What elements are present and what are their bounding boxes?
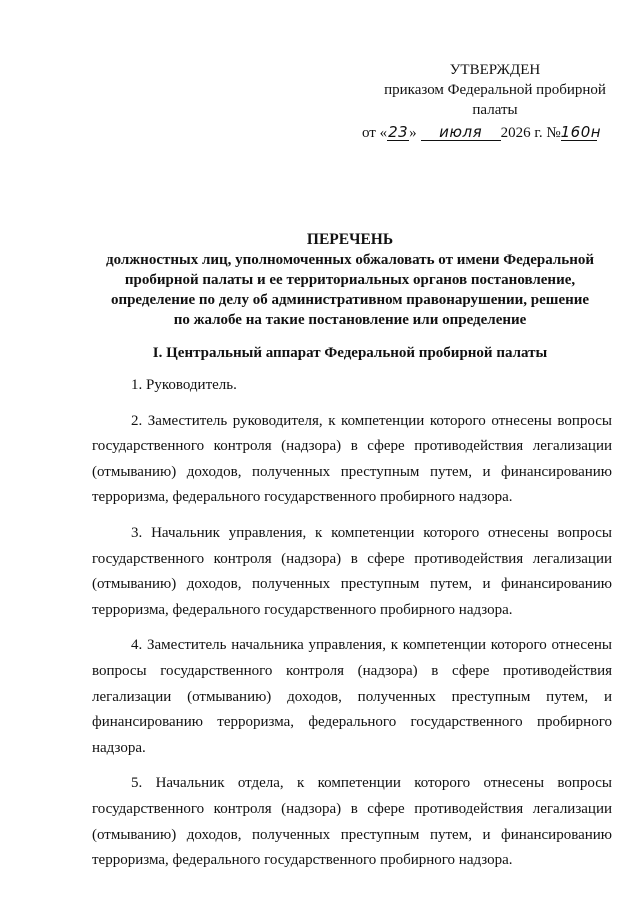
approval-order-line-2: палаты	[472, 102, 518, 118]
list-item: 1. Руководитель.	[131, 377, 237, 393]
approval-block	[360, 60, 630, 143]
approval-heading: УТВЕРЖДЕН	[449, 62, 541, 78]
approval-date-line	[360, 123, 630, 143]
document-title	[80, 230, 620, 330]
list-item: 3. Начальник управления, к компетенции которого отнесены вопросы государственного контроля (надзора) в сфере противодействия легализации (отмыванию) доходов, полученных преступным путем, и финансированию терроризма, федерального государственного пробирного надзора.	[92, 524, 612, 618]
approval-order-line: приказом Федеральной пробирной	[384, 82, 606, 98]
title-line: пробирной палаты и ее территориальных органов постановление,	[124, 272, 576, 288]
list-body	[92, 373, 612, 884]
list-item: 2. Заместитель руководителя, к компетенции которого отнесены вопросы государственного контроля (надзора) в сфере противодействия легализации (отмыванию) доходов, полученных преступным путем, и финансированию терроризма, федерального государственного пробирного надзора.	[92, 412, 612, 506]
list-item: 4. Заместитель начальника управления, к компетенции которого отнесены вопросы государственного контроля (надзора) в сфере противодействия легализации (отмыванию) доходов, полученных преступным путем, и финансированию терроризма, федерального государственного пробирного надзора.	[92, 637, 612, 756]
title-line: определение по делу об административном правонарушении, решение	[110, 292, 590, 308]
document-number-handwritten: 160н	[560, 123, 602, 141]
date-month-handwritten: июля	[421, 124, 501, 141]
title-line: должностных лиц, уполномоченных обжаловать от имени Федеральной	[106, 252, 594, 268]
date-prefix: от «	[362, 125, 388, 141]
title-main: ПЕРЕЧЕНЬ	[306, 231, 394, 248]
date-day-handwritten: 23	[388, 123, 409, 141]
list-item: 5. Начальник отдела, к компетенции которого отнесены вопросы государственного контроля (надзора) в сфере противодействия легализации (отмыванию) доходов, полученных преступным путем, и финансированию терроризма, федерального государственного пробирного надзора.	[92, 775, 612, 869]
title-line: по жалобе на такие постановление или определение	[173, 312, 527, 328]
date-year-suffix: 2026 г. №	[500, 125, 561, 141]
date-quote-close: »	[409, 125, 417, 141]
section-heading: I. Центральный аппарат Федеральной пробирной палаты	[152, 345, 548, 361]
